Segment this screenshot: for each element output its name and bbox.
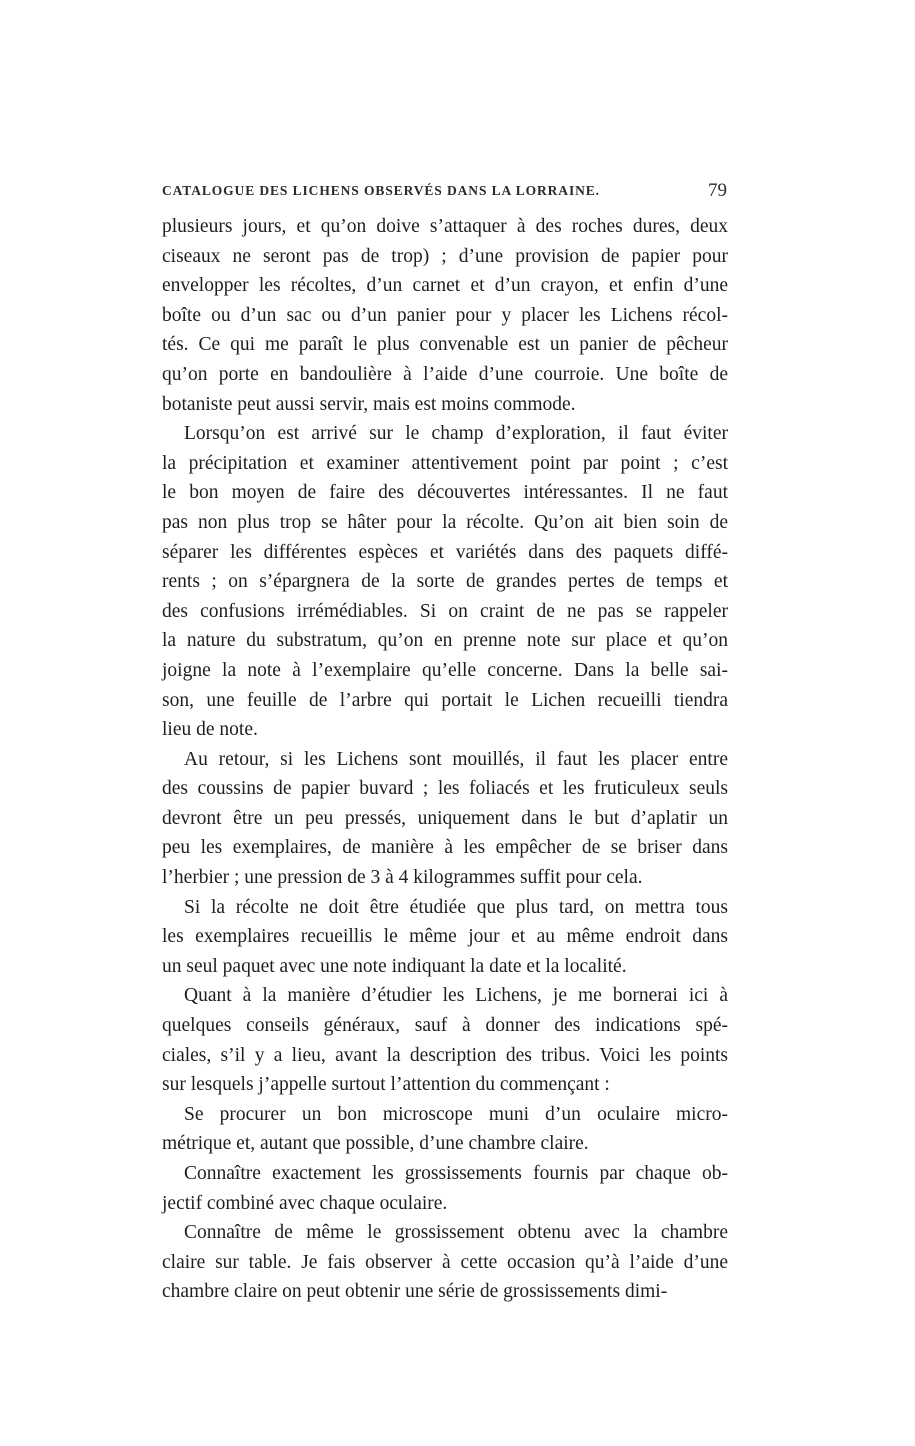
paragraph — [162, 745, 728, 893]
text-line: le bon moyen de faire des découvertes intéressantes. Il ne faut — [162, 482, 728, 504]
page-number: 79 — [708, 180, 727, 201]
text-line: les exemplaires recueillis le même jour et au même endroit dans — [162, 926, 728, 948]
text-line: botaniste peut aussi servir, mais est moins commode. — [162, 393, 576, 415]
text-line: des coussins de papier buvard ; les foliacés et les fruticuleux seuls — [162, 778, 728, 800]
text-line: son, une feuille de l’arbre qui portait le Lichen recueilli tiendra — [162, 689, 728, 711]
text-line: joigne la note à l’exemplaire qu’elle concerne. Dans la belle sai- — [162, 659, 728, 681]
text-line: quelques conseils généraux, sauf à donner des indications spé- — [162, 1015, 728, 1037]
text-line: claire sur table. Je fais observer à cette occasion qu’à l’aide d’une — [162, 1251, 728, 1273]
text-line: peu les exemplaires, de manière à les empêcher de se briser dans — [162, 837, 728, 859]
text-line: Se procurer un bon microscope muni d’un oculaire micro- — [184, 1103, 728, 1125]
text-line: l’herbier ; une pression de 3 à 4 kilogrammes suffit pour cela. — [162, 867, 643, 889]
text-line: jectif combiné avec chaque oculaire. — [162, 1192, 448, 1214]
paragraph — [162, 1100, 728, 1159]
paragraph — [162, 981, 728, 1099]
paragraph — [162, 1159, 728, 1218]
text-line: plusieurs jours, et qu’on doive s’attaquer à des roches dures, deux — [162, 216, 728, 237]
text-line: pas non plus trop se hâter pour la récolte. Qu’on ait bien soin de — [162, 511, 728, 533]
text-line: ciales, s’il y a lieu, avant la description des tribus. Voici les points — [162, 1044, 728, 1066]
text-line: Connaître de même le grossissement obtenu avec la chambre — [184, 1222, 728, 1244]
text-line: métrique et, autant que possible, d’une chambre claire. — [162, 1133, 589, 1155]
text-line: tés. Ce qui me paraît le plus convenable est un panier de pêcheur — [162, 334, 728, 356]
text-line: boîte ou d’un sac ou d’un panier pour y placer les Lichens récol- — [162, 304, 728, 326]
paragraph — [162, 419, 728, 745]
text-line: la nature du substratum, qu’on en prenne note sur place et qu’on — [162, 630, 728, 652]
paragraph — [162, 1218, 728, 1307]
running-head — [162, 176, 727, 206]
running-title: CATALOGUE DES LICHENS OBSERVÉS DANS LA LORRAINE. — [162, 183, 600, 198]
text-line: rents ; on s’épargnera de la sorte de grandes pertes de temps et — [162, 571, 728, 593]
text-line: la précipitation et examiner attentivement point par point ; c’est — [162, 452, 728, 474]
text-line: Lorsqu’on est arrivé sur le champ d’exploration, il faut éviter — [184, 423, 728, 445]
paragraph — [162, 893, 728, 982]
text-line: envelopper les récoltes, d’un carnet et d’un crayon, et enfin d’une — [162, 275, 728, 297]
text-line: sur lesquels j’appelle surtout l’attention du commençant : — [162, 1074, 610, 1096]
text-line: Quant à la manière d’étudier les Lichens, je me bornerai ici à — [184, 985, 728, 1007]
text-line: Si la récolte ne doit être étudiée que plus tard, on mettra tous — [184, 896, 728, 918]
text-line: des confusions irrémédiables. Si on craint de ne pas se rappeler — [162, 600, 728, 622]
body-text — [162, 212, 728, 1307]
text-line: ciseaux ne seront pas de trop) ; d’une provision de papier pour — [162, 245, 728, 267]
text-line: lieu de note. — [162, 719, 258, 741]
text-line: devront être un peu pressés, uniquement dans le but d’aplatir un — [162, 807, 728, 829]
text-line: un seul paquet avec une note indiquant la date et la localité. — [162, 955, 627, 977]
text-line: séparer les différentes espèces et variétés dans des paquets diffé- — [162, 541, 728, 563]
text-line: Au retour, si les Lichens sont mouillés, il faut les placer entre — [184, 748, 728, 770]
text-line: Connaître exactement les grossissements fournis par chaque ob- — [184, 1163, 728, 1184]
text-line: chambre claire on peut obtenir une série de grossissements dimi- — [162, 1281, 668, 1303]
text-line: qu’on porte en bandoulière à l’aide d’une courroie. Une boîte de — [162, 363, 728, 385]
paragraph — [162, 212, 728, 419]
